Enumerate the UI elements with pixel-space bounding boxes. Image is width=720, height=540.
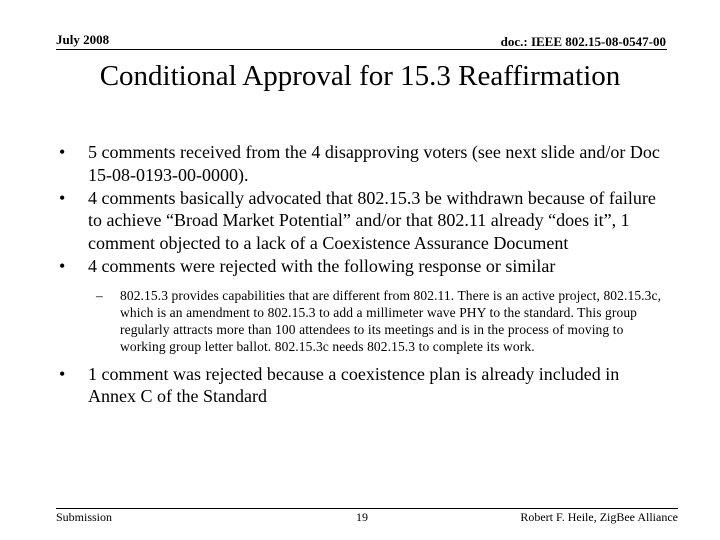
bullet-item bbox=[56, 255, 666, 278]
bullet-glyph: • bbox=[59, 255, 66, 276]
bullet-text: 5 comments received from the 4 disapproving voters (see next slide and/or Doc 15-08-0193-00-0000). bbox=[88, 142, 660, 185]
bullet-glyph: • bbox=[59, 142, 66, 162]
bullet-text: 4 comments basically advocated that 802.15.3 be withdrawn because of failure to achieve “Broad Market Potential” and/or that 802.11 already “does it”, 1 comment objected to a lack of a Coexistence Assurance Document bbox=[88, 187, 656, 254]
footer-author: Robert F. Heile, ZigBee Alliance bbox=[520, 510, 678, 524]
bullet-item bbox=[56, 187, 666, 255]
footer-divider bbox=[56, 508, 678, 509]
dash-glyph: – bbox=[96, 287, 103, 303]
slide-body bbox=[56, 141, 666, 408]
bullet-item bbox=[56, 141, 666, 187]
sub-bullet-item bbox=[56, 287, 666, 356]
bullet-glyph: • bbox=[59, 187, 66, 208]
bullet-text: 1 comment was rejected because a coexistence plan is already included in Annex C of the Standard bbox=[88, 363, 620, 407]
slide-title: Conditional Approval for 15.3 Reaffirmation bbox=[99, 60, 621, 92]
header-doc-id: doc.: IEEE 802.15-08-0547-00 bbox=[500, 34, 666, 49]
footer-page-number: 19 bbox=[356, 510, 368, 524]
bullet-item bbox=[56, 363, 666, 409]
footer-submission: Submission bbox=[56, 510, 113, 524]
bullet-text: 4 comments were rejected with the following response or similar bbox=[88, 255, 556, 276]
header-date: July 2008 bbox=[56, 32, 110, 47]
sub-bullet-text: 802.15.3 provides capabilities that are different from 802.11. There is an active project, 802.15.3c, which is an amendment to 802.15.3 to add a millimeter wave PHY to the standard. This group regularly attracts more than 100 attendees to its meetings and is in the process of moving to working group letter ballot. 802.15.3c needs 802.15.3 to complete its work. bbox=[120, 287, 662, 355]
header-divider bbox=[56, 49, 667, 50]
bullet-glyph: • bbox=[59, 363, 66, 384]
